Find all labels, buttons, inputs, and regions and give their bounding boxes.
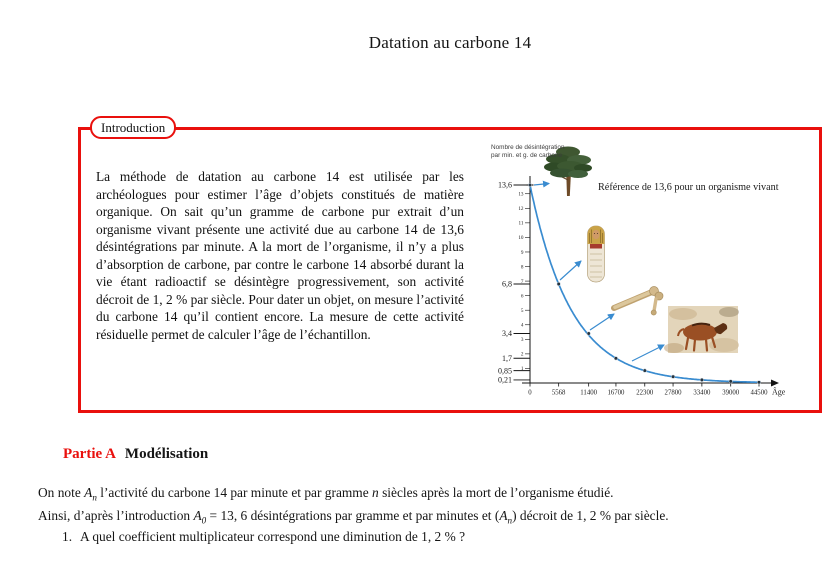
y-major-tick-label: 6,8 [502, 279, 512, 289]
introduction-tab-label: Introduction [90, 116, 176, 139]
decay-chart-svg [488, 140, 818, 408]
y-minor-tick-label: 4 [520, 322, 524, 329]
y-minor-tick-label: 1 [520, 366, 524, 373]
part-a-title: Modélisation [124, 446, 209, 462]
x-axis-title: Âge [772, 387, 786, 397]
x-tick-label: 27800 [664, 389, 682, 397]
mummy-sarcophagus-image [588, 226, 605, 282]
arrow-to-painting [632, 345, 664, 361]
chart-decorations [534, 147, 739, 362]
math-var-n: n [372, 485, 379, 500]
chart-annotation: Référence de 13,6 pour un organisme vivant [598, 182, 779, 193]
math-var-A0: $A_0$ [193, 507, 207, 526]
y-major-tick-label: 3,4 [502, 329, 512, 339]
y-major-tick-label: 0,21 [498, 375, 512, 385]
y-axis-title-line2: par min. et g. de carbone [491, 152, 563, 159]
cave-painting-image [664, 306, 739, 353]
y-minor-tick-label: 6 [520, 293, 524, 300]
y-minor-tick-label: 3 [520, 337, 524, 344]
y-minor-tick-label: 13 [518, 191, 524, 198]
data-point [528, 183, 532, 187]
y-minor-tick-label: 11 [518, 220, 524, 227]
y-minor-tick-label: 5 [520, 308, 524, 315]
math-var-An2: $A_n$ [499, 507, 513, 526]
y-major-tick-label: 0,85 [498, 366, 512, 376]
y-minor-tick-label: 12 [518, 206, 524, 213]
data-point [557, 282, 561, 286]
arrow-to-bone [590, 314, 614, 330]
bone-tool-image [614, 287, 663, 316]
x-tick-label: 39000 [722, 389, 740, 397]
chart-axes-layer [498, 176, 778, 397]
part-a-heading [63, 446, 208, 463]
y-axis-title-line1: Nombre de désintégration [491, 144, 565, 151]
text-segment: ) décroit de 1, 2 % par siècle. [512, 507, 669, 523]
y-minor-tick-label: 10 [518, 235, 524, 242]
y-major-tick-label: 1,7 [502, 353, 512, 363]
text-segment: Ainsi, d’après l’introduction [38, 507, 194, 523]
data-point [700, 378, 704, 382]
x-tick-label: 0 [528, 389, 532, 397]
arrow-to-sarcophagus [560, 261, 581, 280]
text-segment: l’activité du carbone 14 par minute et par gramme [96, 485, 373, 500]
question-1-text: A quel coefficient multiplicateur correspond une diminution de 1, 2 % ? [80, 529, 466, 544]
x-tick-label: 22300 [636, 389, 654, 397]
document-title: Datation au carbone 14 [368, 33, 532, 52]
data-point [671, 375, 675, 379]
data-point [757, 381, 761, 385]
question-1-number: 1. [62, 529, 73, 544]
y-minor-tick-label: 9 [520, 249, 524, 256]
data-point [614, 357, 618, 361]
decay-chart [488, 140, 818, 408]
data-point [587, 332, 591, 336]
question-1 [62, 529, 465, 545]
text-segment: = 13, 6 désintégrations par gramme et par minutes et ( [206, 507, 500, 523]
y-minor-tick-label: 7 [520, 278, 524, 285]
part-a-label: Partie A [63, 446, 116, 462]
x-tick-label: 44500 [750, 389, 768, 397]
y-minor-tick-label: 2 [520, 351, 524, 358]
x-tick-label: 11400 [580, 389, 598, 397]
x-tick-label: 5568 [551, 389, 566, 397]
part-a-paragraph [38, 484, 669, 529]
introduction-paragraph: La méthode de datation au carbone 14 est utilisée par les archéologues pour estimer l’âge d’objets constitués de matière organique. On sait qu’un gramme de carbone pur extrait d’un organisme vivant présente une activité due au carbone 14 de 13,6 désintégrations par minute. A la mort de l’organisme, il n’y a plus d’absorption de carbone, par contre le carbone 14 absorbé durant la vie étant radioactif se désintègre progressivement, son activité décroit de 1, 2 % par siècle. Pour dater un objet, on mesure l’activité du carbone 14 qu’il contient encore. La mesure de cette activité résiduelle permet de calculer l’âge de l’échantillon. [96, 169, 464, 342]
data-point [643, 369, 647, 373]
x-tick-label: 33400 [693, 389, 711, 397]
x-tick-label: 16700 [607, 389, 625, 397]
data-point [729, 380, 733, 384]
math-var-An: $A_n$ [84, 485, 97, 503]
part-a-paragraph-line1 [38, 484, 669, 507]
text-segment: siècles après la mort de l’organisme étudié. [378, 485, 614, 500]
text-segment: On note [38, 485, 85, 500]
part-a-paragraph-line2 [38, 507, 669, 530]
arrow-to-tree [534, 184, 549, 186]
y-minor-tick-label: 8 [520, 264, 524, 271]
y-major-tick-label: 13,6 [498, 180, 512, 190]
